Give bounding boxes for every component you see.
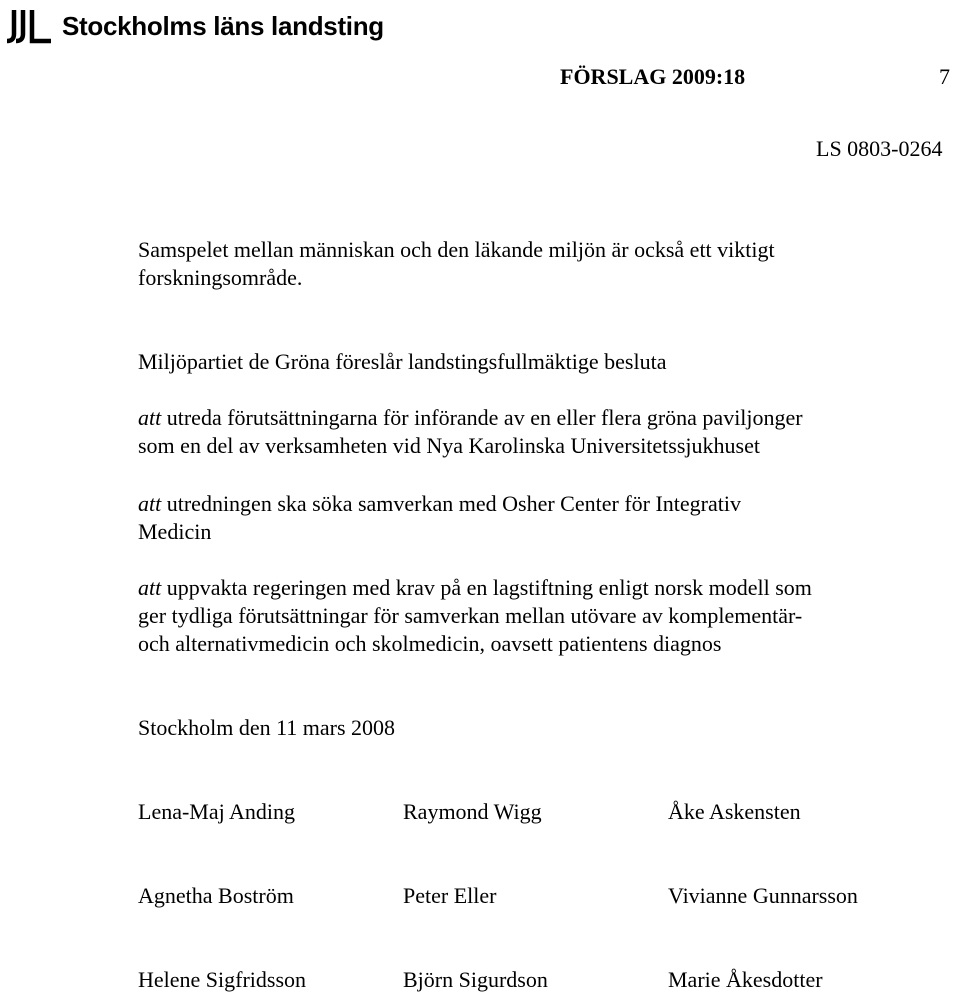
signatory-name: Åke Askensten (668, 799, 801, 824)
decision-text: utredningen ska söka samverkan med Osher Center för Integrativ (166, 491, 741, 516)
signatory-name: Peter Eller (403, 883, 497, 908)
text-line: ger tydliga förutsättningar för samverkan mellan utövare av komplementär- (138, 603, 803, 628)
text-line (138, 574, 938, 602)
reference-number: LS 0803-0264 (816, 136, 943, 161)
text-line: Samspelet mellan människan och den läkande miljön är också ett viktigt (138, 237, 775, 262)
text-line: och alternativmedicin och skolmedicin, oavsett patientens diagnos (138, 631, 722, 656)
text-line: Medicin (138, 519, 212, 544)
att-label: att (138, 575, 162, 600)
text-line (138, 490, 938, 518)
organization-name: Stockholms läns landsting (62, 11, 384, 41)
intro-paragraph (138, 236, 938, 292)
signatory-name: Lena-Maj Anding (138, 799, 296, 824)
organization-logo (6, 6, 384, 46)
place-date: Stockholm den 11 mars 2008 (138, 715, 396, 740)
proposal-intro: Miljöpartiet de Gröna föreslår landstingsfullmäktige besluta (138, 349, 667, 374)
text-line: forskningsområde. (138, 265, 303, 290)
text-line (138, 404, 938, 432)
decision-item (138, 404, 938, 460)
page-number: 7 (939, 64, 950, 89)
signatory-name: Agnetha Boström (138, 883, 294, 908)
signatory-name: Vivianne Gunnarsson (668, 883, 858, 908)
sll-logo-icon (6, 8, 52, 44)
signatory-name: Björn Sigurdson (403, 967, 548, 992)
decision-text: utreda förutsättningarna för införande av en eller flera gröna paviljonger (166, 405, 803, 430)
signatory-name: Marie Åkesdotter (668, 967, 823, 992)
att-label: att (138, 491, 162, 516)
decision-item (138, 490, 938, 546)
decision-text: uppvakta regeringen med krav på en lagstiftning enligt norsk modell som (166, 575, 812, 600)
signatory-name: Raymond Wigg (403, 799, 542, 824)
signatory-name: Helene Sigfridsson (138, 967, 307, 992)
text-line: som en del av verksamheten vid Nya Karolinska Universitetssjukhuset (138, 433, 760, 458)
document-title: FÖRSLAG 2009:18 (560, 64, 746, 89)
att-label: att (138, 405, 162, 430)
decision-item (138, 574, 938, 658)
